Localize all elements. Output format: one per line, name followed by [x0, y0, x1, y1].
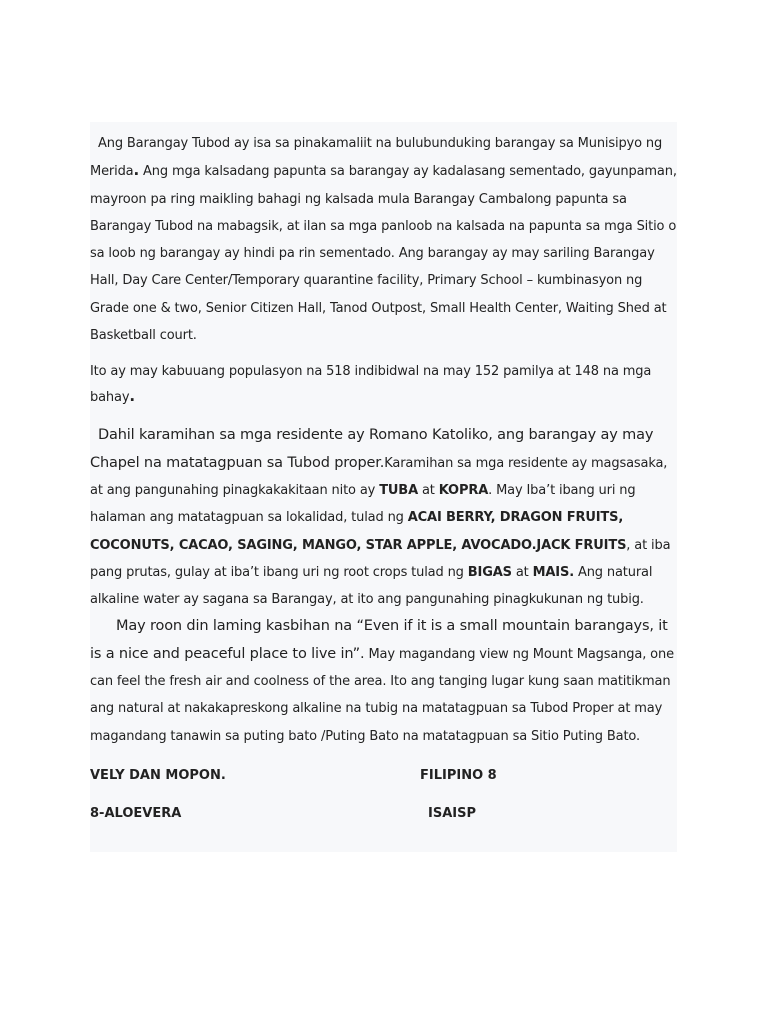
- text-run-bold: MAIS.: [532, 564, 574, 580]
- text-run-period: .: [129, 387, 135, 406]
- subject-label: FILIPINO 8: [420, 767, 497, 783]
- text-run: at: [417, 482, 439, 498]
- text-run-large: May roon din laming kasbihan na “Even if it is a small mountain barangays, it is a nice and peaceful place to live in”.: [90, 618, 668, 662]
- text-run: . May Iba’t ibang uri ng halaman ang matatagpuan sa lokalidad, tulad ng: [90, 482, 636, 526]
- section-label: 8-ALOEVERA: [90, 805, 182, 821]
- text-run: Karamihan sa mga residente ay magsasaka, at ang pangunahing pinagkakakitaan nito ay: [90, 455, 668, 498]
- text-run: Ang mga kalsadang papunta sa barangay ay kadalasang sementado, gayunpaman, mayroon pa ring maikling bahagi ng kalsada mula Barangay Cambalong papunta sa Barangay Tubod na mabagsik, at ilan sa mga panloob na kalsada na papunta sa mga Sitio o sa loob ng barangay ay hindi pa rin sementado. Ang barangay ay may sariling Barangay Hall, Day Care Center/Temporary quarantine facility, Primary School – kumbinasyon ng Grade one & two, Senior Citizen Hall, Tanod Outpost, Small Health Center, Waiting Shed at Basketball court.: [90, 164, 677, 344]
- text-run: Ang Barangay Tubod ay isa sa pinakamaliit na bulubunduking barangay sa Munisipyo ng Merida: [90, 136, 663, 180]
- paragraph-population: [90, 359, 677, 410]
- school-label: ISAISP: [428, 805, 476, 821]
- text-run: May magandang view ng Mount Magsanga, one can feel the fresh air and coolness of the area. Ito ang tanging lugar kung saan matitikman ang natural at nakakapreskong alkaline na tubig na matatagpuan sa Tubod Proper at may magandang tanawin sa puting bato /Puting Bato na matatagpuan sa Sitio Puting Bato.: [90, 646, 674, 744]
- text-run-bold: ACAI BERRY, DRAGON FRUITS, COCONUTS, CACAO, SAGING, MANGO, STAR APPLE, AVOCADO.JACK FRUITS: [90, 510, 627, 553]
- text-run: Ito ay may kabuuang populasyon na 518 indibidwal na may 152 pamilya at 148 na mga bahay: [90, 364, 652, 406]
- text-run-large: Dahil karamihan sa mga residente ay Romano Katoliko, ang barangay ay may Chapel na matatagpuan sa Tubod proper.: [90, 427, 654, 471]
- text-run-period: .: [133, 161, 140, 180]
- text-run: Ang natural alkaline water ay sagana sa Barangay, at ito ang pangunahing pinagkukunan ng tubig.: [90, 564, 653, 608]
- text-run-bold: TUBA: [379, 482, 418, 498]
- signature-line-2: [90, 804, 677, 824]
- paragraph-saying: [90, 613, 677, 749]
- signature-line-1: [90, 766, 677, 786]
- document-body: [90, 122, 677, 852]
- text-run-bold: KOPRA: [438, 482, 489, 498]
- text-run: , at iba pang prutas, gulay at iba’t ibang uri ng root crops tulad ng: [90, 537, 671, 580]
- paragraph-barangay-description: [90, 130, 677, 349]
- text-run-bold: BIGAS: [467, 564, 512, 580]
- paragraph-livelihood: [90, 422, 677, 613]
- text-run: at: [511, 564, 533, 580]
- student-name: VELY DAN MOPON.: [90, 767, 226, 783]
